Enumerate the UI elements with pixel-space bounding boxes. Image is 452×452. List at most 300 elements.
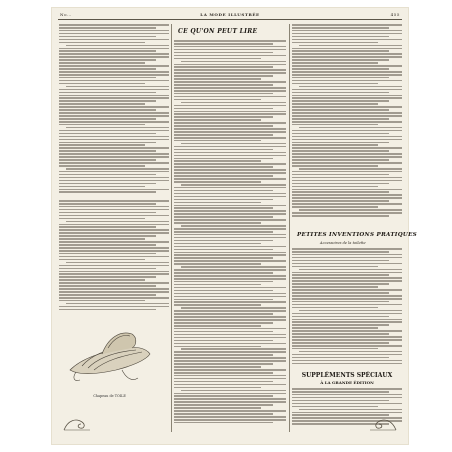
text-line bbox=[174, 395, 273, 397]
text-line bbox=[174, 272, 273, 274]
text-line bbox=[181, 348, 286, 350]
text-line bbox=[174, 281, 273, 283]
text-line bbox=[59, 294, 156, 296]
text-line bbox=[174, 260, 286, 262]
text-line bbox=[292, 354, 402, 356]
text-line bbox=[292, 118, 389, 120]
text-line bbox=[174, 301, 286, 303]
text-line bbox=[59, 53, 169, 55]
text-line bbox=[174, 75, 273, 77]
text-line bbox=[174, 246, 286, 248]
text-line bbox=[174, 393, 286, 395]
page-number: 455 bbox=[390, 12, 400, 17]
text-line bbox=[292, 200, 389, 202]
text-line bbox=[59, 232, 169, 234]
text-line bbox=[59, 282, 169, 284]
text-line bbox=[59, 112, 169, 114]
text-line bbox=[59, 271, 169, 273]
text-line bbox=[292, 197, 402, 199]
text-line bbox=[59, 150, 156, 152]
text-line bbox=[174, 99, 261, 101]
text-line bbox=[174, 269, 286, 271]
text-line bbox=[59, 177, 169, 179]
text-line bbox=[174, 116, 273, 118]
text-line bbox=[59, 203, 156, 205]
text-line bbox=[59, 133, 156, 135]
text-line bbox=[181, 307, 286, 309]
text-line bbox=[174, 340, 273, 342]
text-line bbox=[292, 342, 389, 344]
text-line bbox=[292, 130, 402, 132]
text-line bbox=[59, 235, 156, 237]
text-line bbox=[292, 403, 402, 405]
text-line bbox=[292, 33, 402, 35]
text-line bbox=[299, 351, 402, 353]
text-line bbox=[292, 215, 389, 217]
text-line bbox=[174, 381, 273, 383]
text-line bbox=[174, 175, 273, 177]
text-line bbox=[292, 400, 389, 402]
text-line bbox=[59, 121, 169, 123]
text-line bbox=[66, 303, 169, 305]
text-line bbox=[59, 42, 145, 44]
text-line bbox=[292, 97, 402, 99]
text-line bbox=[292, 159, 389, 161]
text-line bbox=[66, 221, 169, 223]
text-line bbox=[174, 419, 286, 421]
text-line bbox=[59, 212, 156, 214]
text-line bbox=[292, 363, 402, 365]
text-line bbox=[292, 30, 402, 32]
text-line bbox=[174, 181, 261, 183]
text-line bbox=[59, 162, 169, 164]
text-line bbox=[59, 147, 169, 149]
text-line bbox=[292, 121, 402, 123]
text-line bbox=[174, 363, 273, 365]
text-line bbox=[174, 207, 273, 209]
illustration-caption: Chapeau de TOILE bbox=[93, 394, 126, 398]
text-line bbox=[174, 210, 286, 212]
text-column-3-top bbox=[292, 24, 402, 228]
text-line bbox=[66, 127, 169, 129]
text-line bbox=[174, 366, 261, 368]
text-line bbox=[292, 319, 402, 321]
text-line bbox=[174, 43, 273, 45]
text-line bbox=[292, 165, 378, 167]
text-line bbox=[174, 55, 286, 57]
text-line bbox=[174, 228, 286, 230]
text-line bbox=[292, 260, 389, 262]
text-line bbox=[299, 409, 402, 411]
text-line bbox=[59, 153, 169, 155]
text-line bbox=[292, 394, 402, 396]
text-line bbox=[174, 140, 261, 142]
text-line bbox=[174, 178, 286, 180]
text-line bbox=[292, 391, 389, 393]
text-line bbox=[292, 36, 389, 38]
text-line bbox=[292, 180, 402, 182]
text-line bbox=[59, 124, 145, 126]
text-line bbox=[59, 65, 169, 67]
text-line bbox=[174, 219, 286, 221]
text-line bbox=[174, 304, 261, 306]
text-line bbox=[174, 299, 273, 301]
text-line bbox=[174, 404, 273, 406]
text-line bbox=[292, 56, 402, 58]
text-line bbox=[174, 58, 261, 60]
text-line bbox=[59, 297, 169, 299]
text-line bbox=[174, 290, 273, 292]
text-line bbox=[59, 191, 156, 193]
text-line bbox=[292, 83, 378, 85]
text-line bbox=[292, 39, 402, 41]
text-line bbox=[174, 257, 273, 259]
text-line bbox=[59, 259, 145, 261]
text-line bbox=[292, 336, 402, 338]
text-line bbox=[181, 184, 286, 186]
text-line bbox=[59, 106, 169, 108]
text-line bbox=[174, 331, 273, 333]
text-line bbox=[292, 139, 402, 141]
text-line bbox=[174, 87, 286, 89]
text-line bbox=[174, 199, 273, 201]
text-line bbox=[174, 275, 286, 277]
text-line bbox=[59, 241, 169, 243]
text-line bbox=[59, 183, 156, 185]
text-line bbox=[59, 97, 169, 99]
text-line bbox=[59, 68, 156, 70]
supplements-heading: SUPPLÉMENTS SPÉCIAUX bbox=[301, 372, 393, 379]
text-line bbox=[292, 406, 378, 408]
text-line bbox=[59, 291, 169, 293]
text-line bbox=[299, 168, 402, 170]
text-line bbox=[174, 108, 273, 110]
text-line bbox=[292, 100, 389, 102]
text-line bbox=[59, 253, 156, 255]
text-line bbox=[174, 216, 273, 218]
section-subheading: Accessoires de la toilette bbox=[320, 241, 366, 245]
text-line bbox=[292, 24, 402, 26]
text-line bbox=[174, 413, 273, 415]
text-line bbox=[292, 388, 402, 390]
text-line bbox=[292, 48, 402, 50]
text-line bbox=[174, 287, 286, 289]
text-line bbox=[59, 36, 156, 38]
hat-illustration bbox=[62, 308, 157, 392]
text-line bbox=[292, 316, 389, 318]
text-line bbox=[292, 65, 402, 67]
text-line bbox=[59, 238, 145, 240]
text-line bbox=[292, 133, 389, 135]
text-line bbox=[292, 62, 378, 64]
text-line bbox=[59, 206, 169, 208]
text-line bbox=[292, 283, 389, 285]
text-line bbox=[59, 218, 145, 220]
text-line bbox=[174, 325, 261, 327]
text-line bbox=[59, 285, 156, 287]
text-line bbox=[292, 257, 402, 259]
text-line bbox=[59, 200, 169, 202]
text-line bbox=[292, 153, 402, 155]
text-line bbox=[174, 149, 273, 151]
text-line bbox=[174, 328, 286, 330]
text-line bbox=[174, 222, 261, 224]
text-line bbox=[59, 103, 145, 105]
text-line bbox=[292, 345, 402, 347]
text-line bbox=[59, 288, 169, 290]
text-line bbox=[292, 191, 389, 193]
text-line bbox=[292, 324, 389, 326]
text-line bbox=[174, 337, 286, 339]
text-line bbox=[174, 69, 286, 71]
text-line bbox=[292, 348, 378, 350]
text-line bbox=[174, 125, 273, 127]
text-line bbox=[292, 144, 378, 146]
text-line bbox=[292, 397, 402, 399]
text-line bbox=[292, 142, 389, 144]
text-line bbox=[299, 269, 402, 271]
text-line bbox=[174, 346, 261, 348]
text-line bbox=[59, 71, 169, 73]
text-line bbox=[292, 136, 402, 138]
text-line bbox=[292, 95, 402, 97]
text-line bbox=[292, 301, 389, 303]
text-line bbox=[174, 160, 261, 162]
text-line bbox=[292, 92, 389, 94]
text-line bbox=[174, 284, 261, 286]
text-line bbox=[292, 206, 378, 208]
text-line bbox=[59, 83, 145, 85]
text-line bbox=[174, 46, 286, 48]
text-line bbox=[174, 113, 286, 115]
issue-number: No… bbox=[60, 12, 72, 17]
text-line bbox=[59, 77, 156, 79]
text-line bbox=[292, 286, 378, 288]
text-line bbox=[59, 226, 156, 228]
text-line bbox=[181, 390, 286, 392]
text-line bbox=[59, 159, 156, 161]
text-line bbox=[292, 307, 378, 309]
text-line bbox=[174, 387, 261, 389]
text-line bbox=[174, 334, 286, 336]
journal-title: LA MODE ILLUSTRÉE bbox=[200, 12, 260, 17]
text-line bbox=[174, 372, 273, 374]
text-line bbox=[66, 45, 169, 47]
text-line bbox=[174, 172, 286, 174]
text-line bbox=[59, 268, 156, 270]
text-line bbox=[174, 249, 273, 251]
text-line bbox=[174, 152, 286, 154]
text-line bbox=[59, 244, 156, 246]
text-line bbox=[292, 103, 378, 105]
text-line bbox=[292, 162, 402, 164]
text-line bbox=[181, 61, 286, 63]
text-line bbox=[292, 115, 402, 117]
text-line bbox=[174, 322, 273, 324]
paragraph-block bbox=[292, 24, 402, 218]
text-line bbox=[292, 171, 402, 173]
text-line bbox=[174, 375, 286, 377]
text-line bbox=[59, 229, 169, 231]
text-line bbox=[174, 422, 273, 424]
text-line bbox=[292, 321, 402, 323]
text-line bbox=[174, 205, 286, 207]
text-line bbox=[174, 378, 286, 380]
text-line bbox=[292, 295, 402, 297]
section-heading-inventions: PETITES INVENTIONS PRATIQUES bbox=[297, 232, 417, 238]
text-line bbox=[59, 80, 169, 82]
text-line bbox=[174, 187, 286, 189]
text-line bbox=[174, 137, 286, 139]
text-line bbox=[174, 410, 286, 412]
text-line bbox=[292, 263, 402, 265]
text-line bbox=[174, 134, 273, 136]
text-line bbox=[174, 360, 286, 362]
text-line bbox=[59, 165, 145, 167]
text-line bbox=[59, 273, 169, 275]
text-line bbox=[174, 252, 286, 254]
text-line bbox=[59, 224, 169, 226]
text-line bbox=[59, 136, 169, 138]
text-line bbox=[174, 254, 286, 256]
text-line bbox=[59, 130, 169, 132]
text-line bbox=[59, 48, 169, 50]
text-line bbox=[292, 274, 389, 276]
text-line bbox=[292, 27, 389, 29]
text-line bbox=[292, 174, 389, 176]
text-line bbox=[59, 180, 169, 182]
text-line bbox=[174, 52, 273, 54]
text-line bbox=[174, 237, 286, 239]
text-line bbox=[174, 293, 286, 295]
text-line bbox=[174, 166, 273, 168]
text-line bbox=[174, 384, 286, 386]
text-line bbox=[59, 209, 169, 211]
text-line bbox=[59, 56, 169, 58]
text-line bbox=[292, 254, 402, 256]
text-line bbox=[174, 64, 286, 66]
text-line bbox=[181, 225, 286, 227]
text-line bbox=[292, 109, 389, 111]
column-rule-1 bbox=[171, 24, 172, 432]
text-line bbox=[292, 330, 402, 332]
page-header bbox=[58, 11, 402, 20]
text-line bbox=[174, 278, 286, 280]
text-line bbox=[59, 144, 145, 146]
text-line bbox=[174, 40, 286, 42]
text-line bbox=[59, 189, 169, 191]
text-line bbox=[59, 109, 156, 111]
text-line bbox=[299, 310, 402, 312]
text-line bbox=[59, 62, 145, 64]
text-line bbox=[174, 128, 286, 130]
text-line bbox=[292, 360, 402, 362]
text-line bbox=[174, 398, 286, 400]
text-line bbox=[66, 262, 169, 264]
text-line bbox=[59, 27, 156, 29]
text-line bbox=[174, 119, 261, 121]
text-line bbox=[59, 74, 169, 76]
text-line bbox=[59, 247, 169, 249]
text-line bbox=[174, 354, 273, 356]
text-line bbox=[174, 66, 273, 68]
text-line bbox=[174, 243, 261, 245]
text-line bbox=[59, 24, 169, 26]
page-sheet bbox=[52, 8, 417, 444]
paragraph-block bbox=[59, 24, 169, 194]
text-line bbox=[292, 280, 402, 282]
text-line bbox=[292, 177, 402, 179]
text-line bbox=[174, 343, 286, 345]
text-line bbox=[174, 49, 286, 51]
text-line bbox=[292, 266, 378, 268]
text-line bbox=[59, 265, 169, 267]
text-line bbox=[59, 174, 156, 176]
text-line bbox=[292, 68, 389, 70]
text-line bbox=[292, 194, 402, 196]
corner-ornament-right bbox=[368, 416, 398, 432]
text-line bbox=[59, 139, 169, 141]
text-line bbox=[299, 86, 402, 88]
text-line bbox=[292, 289, 402, 291]
text-line bbox=[59, 59, 156, 61]
text-line bbox=[292, 272, 402, 274]
text-line bbox=[174, 81, 286, 83]
text-line bbox=[174, 90, 286, 92]
text-line bbox=[292, 53, 402, 55]
text-line bbox=[59, 142, 156, 144]
text-line bbox=[174, 313, 273, 315]
text-line bbox=[66, 168, 169, 170]
text-line bbox=[299, 209, 402, 211]
text-line bbox=[292, 313, 402, 315]
text-line bbox=[292, 292, 389, 294]
text-line bbox=[174, 158, 273, 160]
text-line bbox=[174, 234, 286, 236]
text-line bbox=[292, 150, 389, 152]
text-line bbox=[174, 84, 273, 86]
corner-ornament-left bbox=[62, 416, 92, 432]
text-line bbox=[59, 92, 156, 94]
text-line bbox=[174, 319, 286, 321]
text-line bbox=[292, 183, 389, 185]
text-line bbox=[174, 310, 286, 312]
text-line bbox=[59, 95, 169, 97]
text-line bbox=[59, 276, 156, 278]
text-line bbox=[174, 351, 286, 353]
text-line bbox=[59, 50, 156, 52]
text-line bbox=[181, 266, 286, 268]
text-line bbox=[292, 248, 402, 250]
text-line bbox=[292, 304, 402, 306]
text-line bbox=[292, 277, 402, 279]
text-line bbox=[174, 296, 286, 298]
text-line bbox=[292, 412, 402, 414]
text-line bbox=[59, 118, 156, 120]
text-line bbox=[174, 146, 286, 148]
text-line bbox=[174, 131, 286, 133]
text-line bbox=[174, 357, 286, 359]
text-line bbox=[174, 263, 261, 265]
text-line bbox=[292, 59, 389, 61]
text-line bbox=[181, 143, 286, 145]
text-line bbox=[59, 256, 169, 258]
text-line bbox=[292, 156, 402, 158]
text-line bbox=[292, 89, 402, 91]
text-line bbox=[59, 171, 169, 173]
text-line bbox=[59, 279, 145, 281]
text-line bbox=[59, 33, 169, 35]
